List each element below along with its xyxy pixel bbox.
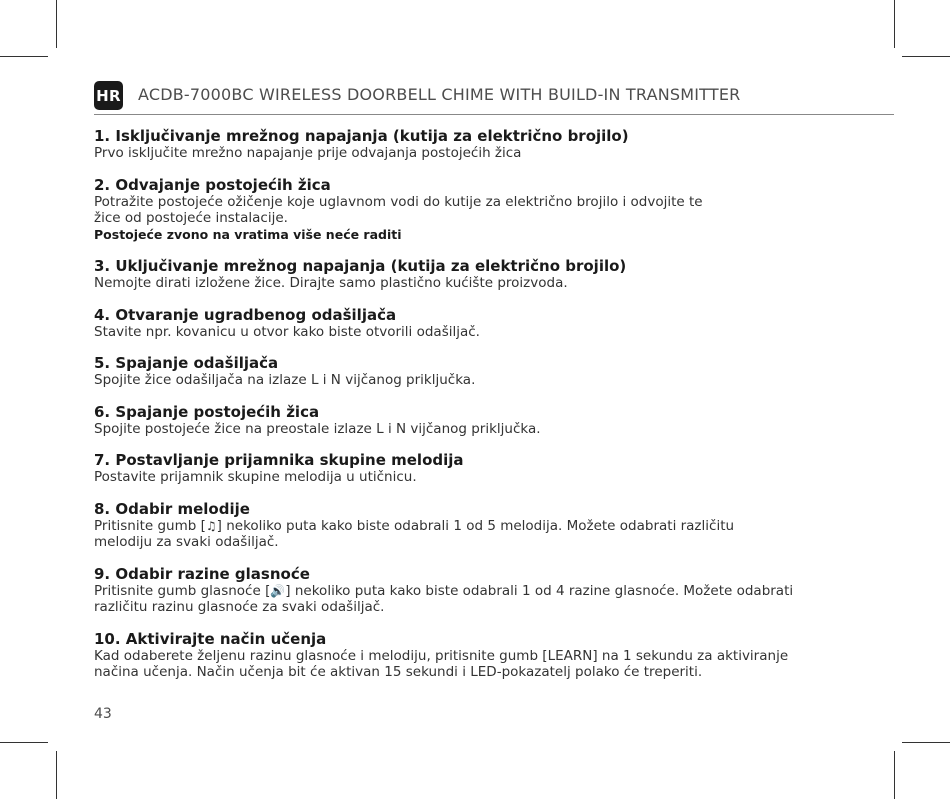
step-text: Nemojte dirati izložene žice. Dirajte samo plastično kućište proizvoda.	[94, 275, 568, 291]
step-8	[94, 500, 874, 551]
step-title: 8. Odabir melodije	[94, 499, 250, 518]
step-title: 4. Otvaranje ugradbenog odašiljača	[94, 305, 397, 324]
step-title: 6. Spajanje postojećih žica	[94, 402, 320, 421]
step-text-part: Pritisnite gumb glasnoće [	[94, 582, 271, 599]
step-7	[94, 451, 874, 486]
step-3	[94, 257, 874, 292]
crop-mark	[56, 751, 57, 799]
step-text-part: Pritisnite gumb [	[94, 517, 206, 534]
step-title: 1. Isključivanje mrežnog napajanja (kutija za električno brojilo)	[94, 127, 629, 145]
step-text	[94, 518, 874, 535]
header-divider	[94, 114, 894, 115]
crop-mark	[902, 56, 950, 57]
step-title: 7. Postavljanje prijamnika skupine melodija	[94, 451, 464, 469]
crop-mark	[0, 742, 48, 743]
step-text: različitu razinu glasnoće za svaki odašiljač.	[94, 599, 385, 615]
step-10	[94, 630, 874, 681]
step-9	[94, 565, 874, 616]
step-6	[94, 403, 874, 438]
step-text	[94, 583, 874, 600]
crop-mark	[56, 0, 57, 48]
crop-mark	[0, 56, 48, 57]
step-title: 2. Odvajanje postojećih žica	[94, 175, 331, 194]
step-text: Kad odaberete željenu razinu glasnoće i melodiju, pritisnite gumb [LEARN] na 1 sekundu za aktiviranje	[94, 647, 789, 664]
step-5	[94, 354, 874, 389]
step-title: 3. Uključivanje mrežnog napajanja (kutija za električno brojilo)	[94, 257, 627, 275]
step-text: Spojite postojeće žice na preostale izlaze L i N vijčanog priključka.	[94, 420, 541, 437]
step-title: 10. Aktivirajte način učenja	[94, 629, 327, 648]
page-header	[94, 80, 894, 112]
language-badge: HR	[94, 81, 123, 110]
melody-icon: ♫	[205, 518, 217, 533]
step-text-part: ] nekoliko puta kako biste odabrali 1 od 4 razine glasnoće. Možete odabrati	[285, 582, 794, 599]
crop-mark	[902, 742, 950, 743]
step-text: Stavite npr. kovanicu u otvor kako biste otvorili odašiljač.	[94, 323, 480, 340]
document-title: ACDB-7000BC WIRELESS DOORBELL CHIME WITH BUILD-IN TRANSMITTER	[138, 85, 741, 104]
crop-mark	[894, 0, 895, 48]
step-4	[94, 306, 874, 341]
step-text: žice od postojeće instalacije.	[94, 210, 288, 226]
instructions-body	[94, 127, 874, 695]
step-2	[94, 176, 874, 244]
step-title: 5. Spajanje odašiljača	[94, 354, 279, 372]
step-1	[94, 127, 874, 162]
step-warning: Postojeće zvono na vratima više neće raditi	[94, 226, 402, 242]
step-text: Spojite žice odašiljača na izlaze L i N vijčanog priključka.	[94, 372, 476, 388]
step-text: melodiju za svaki odašiljač.	[94, 534, 279, 550]
volume-icon: 🔊	[270, 583, 286, 598]
step-title: 9. Odabir razine glasnoće	[94, 564, 310, 583]
crop-mark	[894, 751, 895, 799]
step-text: Potražite postojeće ožičenje koje uglavnom vodi do kutije za električno brojilo i odvojite te	[94, 193, 703, 210]
page-number: 43	[94, 706, 112, 722]
step-text: Postavite prijamnik skupine melodija u utičnicu.	[94, 469, 417, 485]
step-text-part: ] nekoliko puta kako biste odabrali 1 od 5 melodija. Možete odabrati različitu	[216, 517, 735, 534]
step-text: načina učenja. Način učenja bit će aktivan 15 sekundi i LED-pokazatelj polako će treperiti.	[94, 664, 703, 680]
step-text: Prvo isključite mrežno napajanje prije odvajanja postojećih žica	[94, 145, 522, 161]
